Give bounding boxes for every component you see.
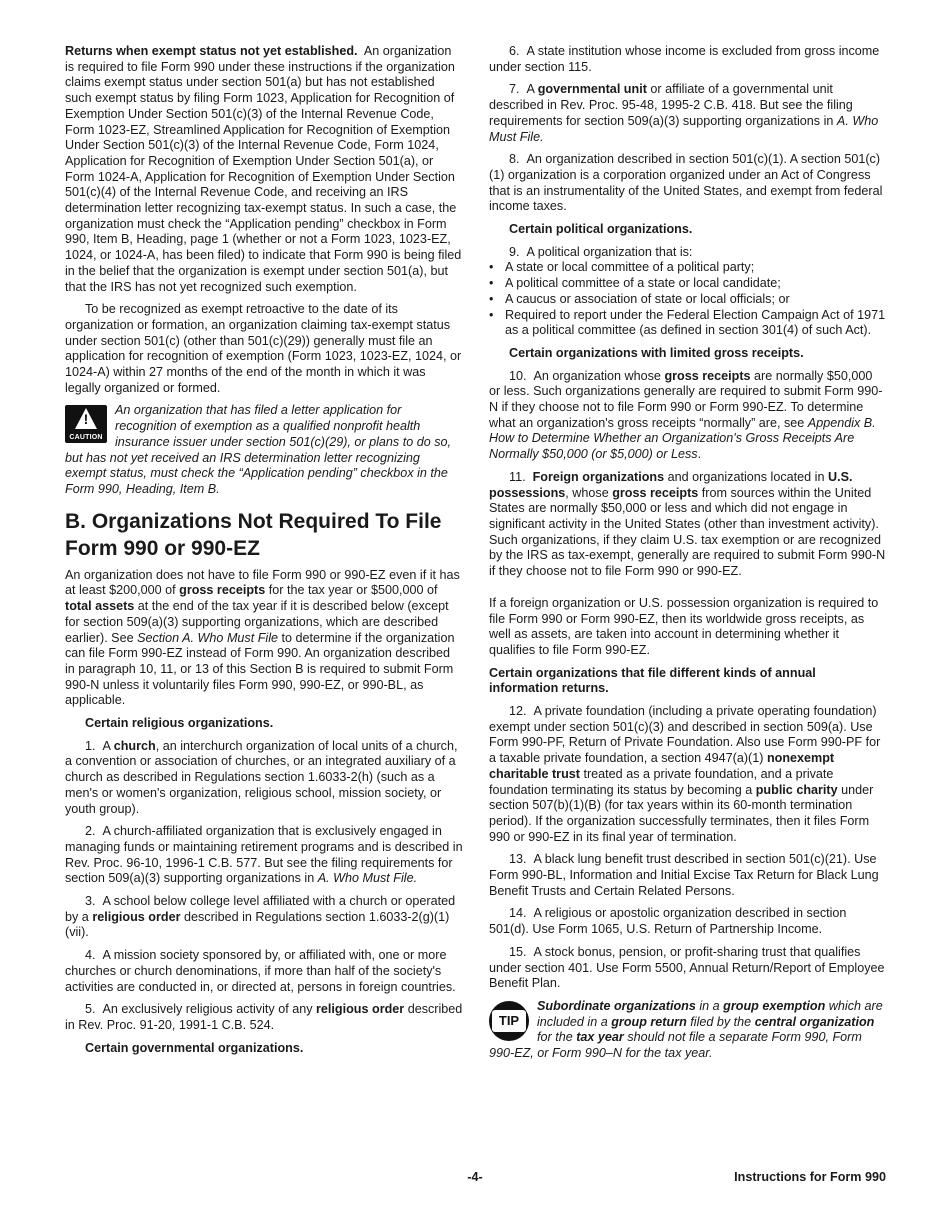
different-returns-heading: Certain organizations that file different kinds of annual information returns. xyxy=(489,665,816,696)
list-item: 4. A mission society sponsored by, or affiliated with, one or more churches or church denominations, if more than half of the society's activities are conducted in, or directed at, persons in foreign countries. xyxy=(65,948,456,994)
list-item: 8. An organization described in section 501(c)(1). A section 501(c)(1) organization is a corporation organized under an Act of Congress that is an instrumentality of the United States, and exempt from federal income taxes. xyxy=(489,152,883,214)
list-item: 13. A black lung benefit trust described in section 501(c)(21). Use Form 990-BL, Information and Initial Excise Tax Return for Black Lung Benefit Trusts and Certain Related Persons. xyxy=(489,852,879,898)
caution-text: An organization that has filed a letter application for recognition of exemption as a qualified nonprofit health insurance issuer under section 501(c)(29), or plans to do so, but has not yet received an IRS determination letter recognizing exempt status, must check the “Application pending” checkbox in the Form 990, Heading, Item B. xyxy=(65,403,452,496)
caution-note xyxy=(65,403,463,497)
paragraph-retroactive-recognition: To be recognized as exempt retroactive to the date of its organization or formation, an organization claiming tax-exempt status under section 501(c) (other than 501(c)(29)) generally must file an application for recognition of exemption (Form 1023, 1023-EZ, 1024, or 1024-A) within 27 months of the end of the month in which it was legally organized or formed. xyxy=(65,302,462,395)
list-item: 1. A church, an interchurch organization of local units of a church, a convention or association of churches, or an integrated auxiliary of a church as described in Regulations section 1.6033-2(h) (such as a men's or women's organization, religious school, mission society, or youth group). xyxy=(65,738,458,816)
tip-icon xyxy=(489,1001,529,1041)
religious-orgs-heading: Certain religious organizations. xyxy=(85,716,274,731)
bullet-item: • A caucus or association of state or local officials; or xyxy=(489,292,887,308)
list-item: 7. A governmental unit or affiliate of a governmental unit described in Rev. Proc. 95-48, 1995-2 C.B. 418. But see the filing requirements for section 509(a)(3) supporting organizations in A. Who Must File. xyxy=(489,82,879,144)
list-item: 2. A church-affiliated organization that is exclusively engaged in managing funds or maintaining retirement programs and is described in Rev. Proc. 96-10, 1996-1 C.B. 577. But see the filing requirements for section 509(a)(3) supporting organizations in A. Who Must File. xyxy=(65,824,463,886)
paragraph-exempt-status-not-established xyxy=(65,44,463,295)
list-item: 15. A stock bonus, pension, or profit-sharing trust that qualifies under section 401. Use Form 5500, Annual Return/Report of Employee Benefit Plan. xyxy=(489,944,885,991)
tip-note: TIP Subordinate organizations in a group exemption which are included in a group return filed by the central organization for the tax year should not file a separate Form 990, Form 990-EZ, or Form 990–N for the tax year. xyxy=(489,998,883,1061)
right-column xyxy=(489,44,887,1072)
political-bullets xyxy=(489,260,887,339)
limited-receipts-heading: Certain organizations with limited gross receipts. xyxy=(509,345,804,360)
list-item: 11. Foreign organizations and organizations located in U.S. possessions, whose gross receipts from sources within the United States are normally $50,000 or less and which did not engage in significant activity in the United States (other than investment activity). Such organizations, if they claim U.S. tax exemption or are recognized by the IRS as tax-exempt, generally are required to submit Form 990-N if they choose not to file Form 990 or 990-EZ. xyxy=(489,469,886,579)
list-item: 3. A school below college level affiliated with a church or operated by a religious order described in Regulations section 1.6033-2(g)(1)(vii). xyxy=(65,894,456,940)
bullet-item: • A state or local committee of a political party; xyxy=(489,260,887,276)
list-item: 9. A political organization that is: xyxy=(509,244,693,259)
caution-icon: ! CAUTION xyxy=(65,405,107,443)
list-item: 6. A state institution whose income is excluded from gross income under section 115. xyxy=(489,44,880,74)
list-item: 14. A religious or apostolic organization described in section 501(d). Use Form 1065, U.S. Return of Partnership Income. xyxy=(489,906,847,937)
bullet-item: • A political committee of a state or local candidate; xyxy=(489,276,887,292)
run-heading: Returns when exempt status not yet established. xyxy=(65,44,358,58)
list-item: 10. An organization whose gross receipts are normally $50,000 or less. Such organizations generally are required to submit Form 990-N if they choose not to file Form 990 or Form 990-EZ. To determine what an organization's gross receipts “normally” are, see Appendix B. How to Determine Whether an Organization's Gross Receipts Are Normally $50,000 (or $5,000) or Less. xyxy=(489,368,883,462)
political-orgs-heading: Certain political organizations. xyxy=(509,222,693,237)
tip-label: TIP xyxy=(492,1010,526,1032)
list-item: 12. A private foundation (including a private operating foundation) exempt under section 501(c)(3) and described in section 509(a). Use Form 990-PF, Return of Private Foundation. Also use Form 990-PF for a taxable private foundation, a section 4947(a)(1) nonexempt charitable trust treated as a private foundation, and a private foundation terminating its status by becoming a public charity under section 507(b)(1)(B) (for tax years within its 60-month termination period). If the organization successfully terminates, then it files Form 990 or 990-EZ in its final year of termination. xyxy=(489,704,881,844)
section-b-intro: An organization does not have to file Form 990 or 990-EZ even if it has at least $200,000 of gross receipts for the tax year or $500,000 of total assets at the end of the tax year if it is described below (except for section 509(a)(3) supporting organizations, which are described earlier). See Section A. Who Must File to determine if the organization can file Form 990-EZ instead of Form 990. An organization described in paragraph 10, 11, or 13 of this Section B is required to submit Form 990-N unless it voluntarily files Form 990, 990-EZ, or 990-BL, as applicable. xyxy=(65,567,460,708)
governmental-orgs-heading: Certain governmental organizations. xyxy=(85,1040,304,1055)
bullet-item: • Required to report under the Federal Election Campaign Act of 1971 as a political committee (as defined in section 301(4) of such Act). xyxy=(489,308,887,339)
left-column xyxy=(65,44,463,1063)
caution-label: CAUTION xyxy=(69,434,103,442)
list-item: 5. An exclusively religious activity of any religious order described in Rev. Proc. 91-20, 1991-1 C.B. 524. xyxy=(65,1002,463,1032)
text: An organization is required to file Form 990 under these instructions if the organization claims exempt status under section 501(a) but has not established such exempt status by filing Form 1023, Application for Recognition of Exemption Under Section 501(c)(3) of the Internal Revenue Code, Form 1023-EZ, Streamlined Application for Recognition of Exemption Under Section 501(c)(3) of the Internal Revenue Code, Form 1024, Application for Recognition of Exemption Under Section 501(a), or Form 1024-A, Application for Recognition of Exemption Under Section 501(c)(4) of the Internal Revenue Code, and receiving an IRS determination letter recognizing tax-exempt status. In such a case, the organization must check the “Application pending” checkbox in Form 990, Item B, Heading, page 1 (whether or not a Form 1023, 1023-EZ, 1024, or 1024-A, has been filed) to indicate that Form 990 is being filed in the belief that the organization is exempt under section 501(a), but that the IRS has not yet recognized such exemption. xyxy=(65,44,462,294)
section-heading: B. Organizations Not Required To File Form 990 or 990-EZ xyxy=(65,509,442,560)
form-title: Instructions for Form 990 xyxy=(734,1170,886,1184)
page-number: -4- xyxy=(467,1170,483,1184)
foreign-organization-paragraph: If a foreign organization or U.S. possession organization is required to file Form 990 or Form 990-EZ, then its worldwide gross receipts, as well as assets, are taken into account in determining whether it qualifies to file Form 990-EZ. xyxy=(489,595,879,657)
